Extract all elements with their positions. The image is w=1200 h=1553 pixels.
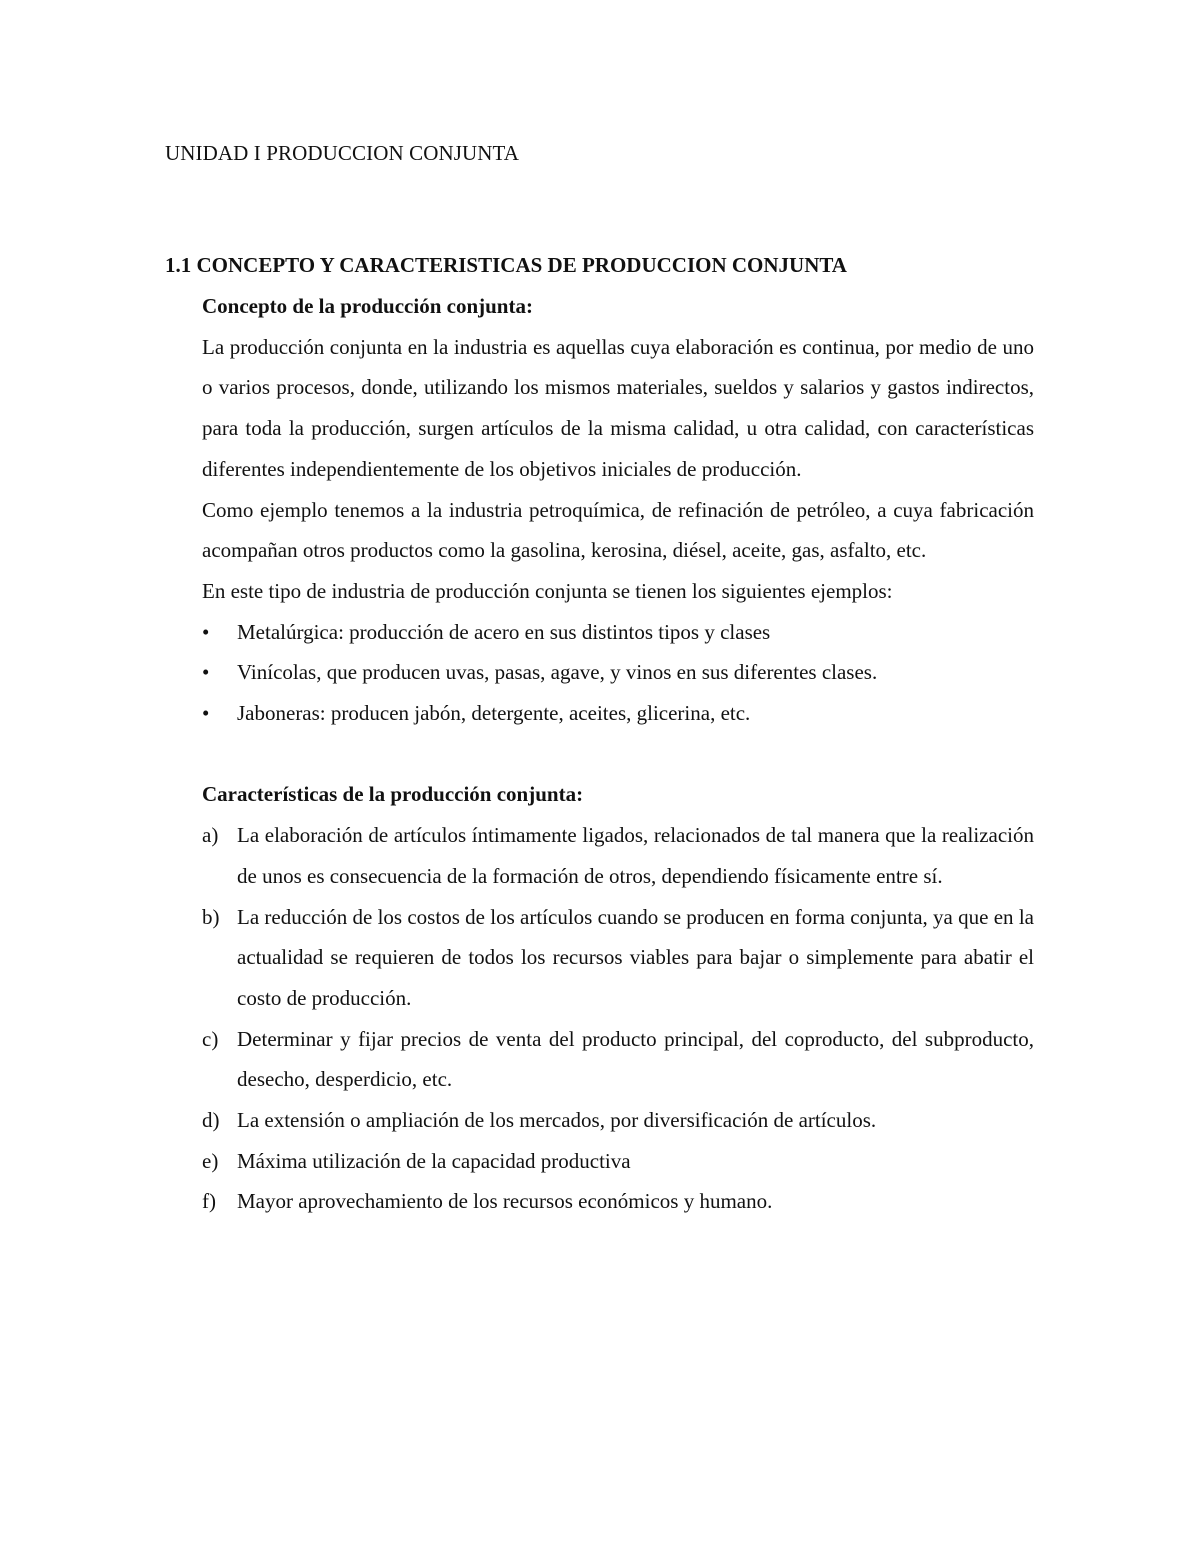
bullet-icon: • [202,660,210,685]
list-item [202,1100,1034,1141]
characteristic-text: La extensión o ampliación de los mercados, por diversificación de artículos. [237,1108,877,1133]
concept-paragraph-3: En este tipo de industria de producción conjunta se tienen los siguientes ejemplos: [202,578,893,603]
characteristic-text: Máxima utilización de la capacidad productiva [237,1148,631,1173]
spacer [202,734,1034,775]
characteristics-list [202,815,1034,1222]
list-marker: c) [202,1026,219,1051]
characteristic-text: Mayor aprovechamiento de los recursos económicos y humano. [237,1189,773,1214]
bullet-icon: • [202,701,210,726]
section-title: 1.1 CONCEPTO Y CARACTERISTICAS DE PRODUCCION CONJUNTA [165,253,847,277]
example-text: Vinícolas, que producen uvas, pasas, agave, y vinos en sus diferentes clases. [237,660,878,685]
list-item [202,1181,1034,1222]
list-marker: f) [202,1189,216,1214]
characteristic-text: Determinar y fijar precios de venta del producto principal, del coproducto, del subproducto, desecho, desperdicio, etc. [237,1026,1034,1092]
list-marker: d) [202,1108,220,1133]
example-text: Jaboneras: producen jabón, detergente, aceites, glicerina, etc. [237,701,751,726]
characteristic-text: La elaboración de artículos íntimamente ligados, relacionados de tal manera que la realización de unos es consecuencia de la formación de otros, dependiendo físicamente entre sí. [237,823,1034,888]
document-body [202,286,1034,1222]
list-marker: b) [202,904,220,929]
list-item [202,1141,1034,1182]
list-item [202,693,1034,734]
concept-heading: Concepto de la producción conjunta: [202,294,533,318]
concept-paragraph-1: La producción conjunta en la industria es aquellas cuya elaboración es continua, por medio de uno o varios procesos, donde, utilizando los mismos materiales, sueldos y salarios y gastos indirectos, para toda la producción, surgen artículos de la misma calidad, u otra calidad, con características diferentes independientemente de los objetivos iniciales de producción. [202,334,1034,481]
concept-paragraph-2: Como ejemplo tenemos a la industria petroquímica, de refinación de petróleo, a cuya fabricación acompañan otros productos como la gasolina, kerosina, diésel, aceite, gas, asfalto, etc. [202,497,1034,563]
list-marker: a) [202,823,219,848]
examples-list [202,612,1034,734]
list-item [202,1019,1034,1100]
list-item [202,897,1034,1019]
list-marker: e) [202,1148,219,1173]
unit-title: UNIDAD I PRODUCCION CONJUNTA [165,141,520,165]
list-item [202,815,1034,896]
example-text: Metalúrgica: producción de acero en sus distintos tipos y clases [237,619,771,644]
characteristic-text: La reducción de los costos de los artículos cuando se producen en forma conjunta, ya que en la actualidad se requieren de todos los recursos viables para bajar o simplemente para abatir el costo de producción. [237,904,1034,1010]
characteristics-heading: Características de la producción conjunta: [202,782,584,807]
bullet-icon: • [202,619,210,644]
list-item [202,652,1034,693]
list-item [202,612,1034,653]
